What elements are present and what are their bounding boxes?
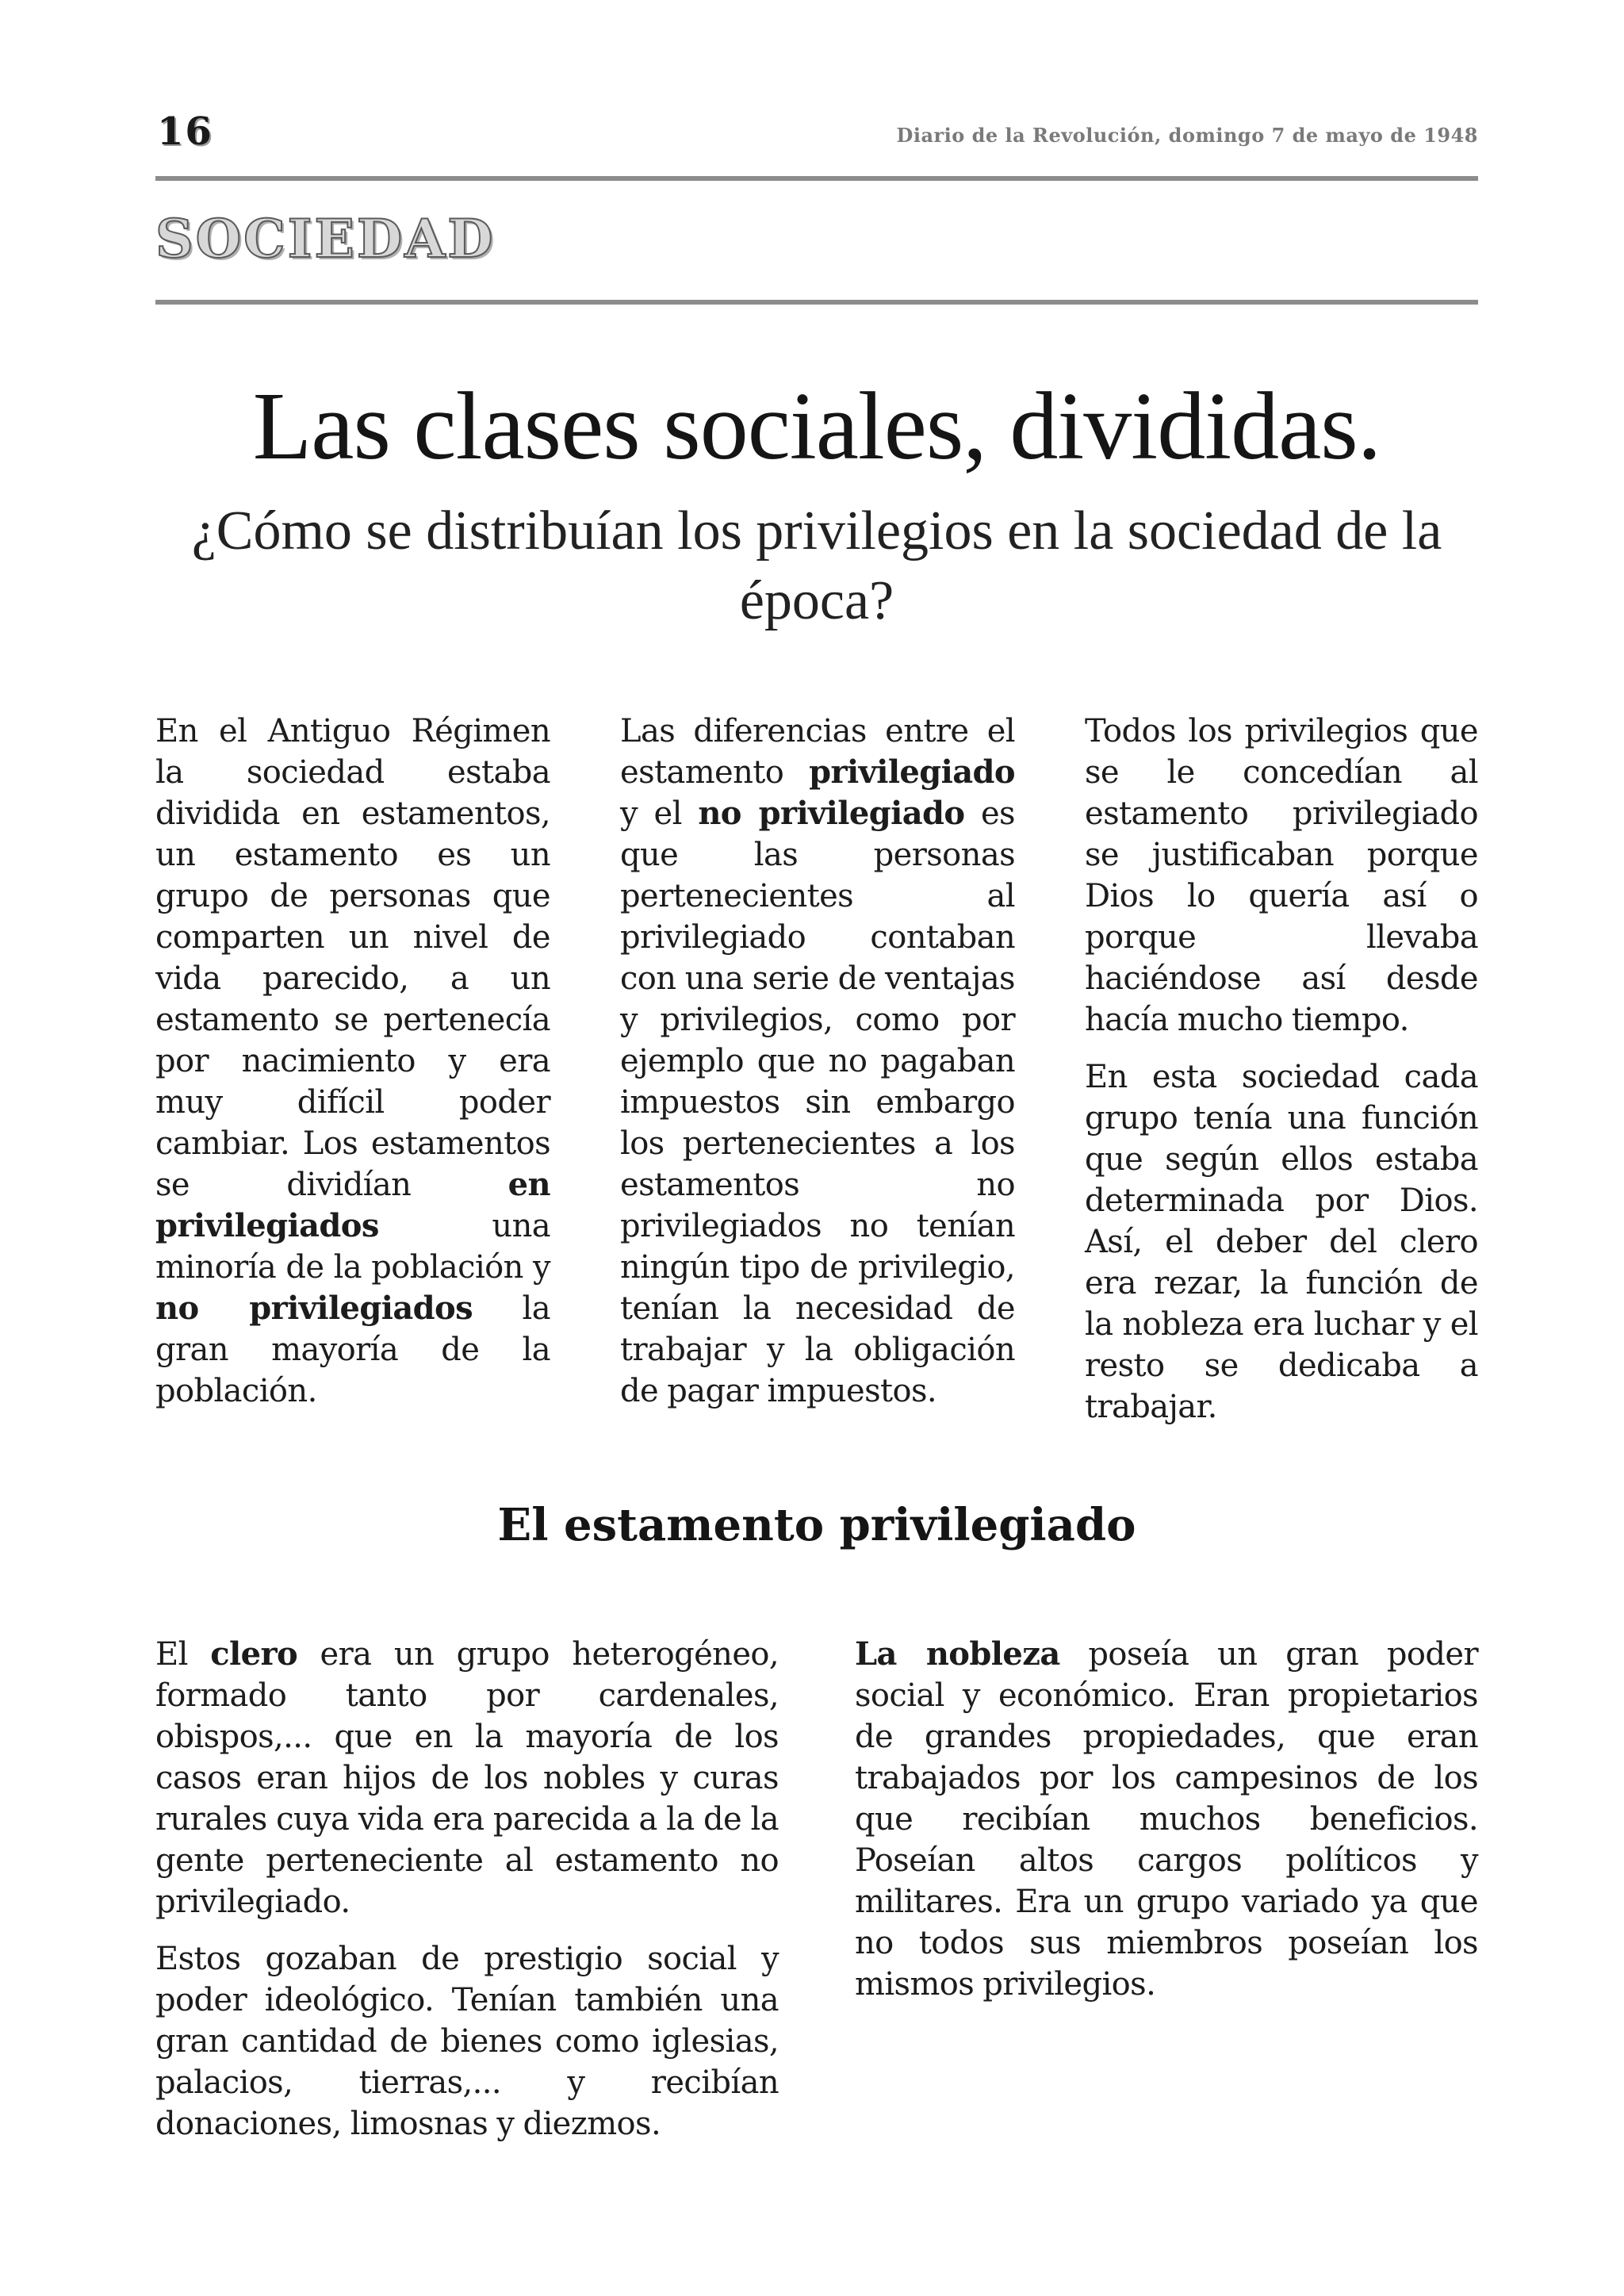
article-headline: Las clases sociales, divididas.: [252, 373, 1381, 480]
bold-term: privilegiado: [809, 753, 1015, 791]
column-2-paragraph: Las diferencias entre el estamento privilegiado y el no privilegiado es que las personas pertenecientes al privilegiado contaban con una serie de ventajas y privilegios, como por ejemplo que no pagaban impuestos sin embargo los pertenecientes a los estamentos no privilegiados no tenían ningún tipo de privilegio, tenían la necesidad de trabajar y la obligación de pagar impuestos.: [620, 713, 1015, 1409]
page-number: 16: [157, 109, 213, 154]
bold-term: no privilegiado: [698, 795, 965, 832]
column-3-paragraph-1: Todos los privilegios que se le concedían al estamento privilegiado se justificaban porque Dios lo quería así o porque llevaba haciéndose así desde hacía mucho tiempo.: [1085, 713, 1478, 1038]
bold-term: no privilegiados: [155, 1290, 473, 1327]
clero-paragraph-1: El clero era un grupo heterogéneo, formado tanto por cardenales, obispos,... que en la mayoría de los casos eran hijos de los nobles y curas rurales cuya vida era parecida a la de la gente perteneciente al estamento no privilegiado.: [155, 1635, 779, 1920]
bold-term: La nobleza: [855, 1635, 1060, 1673]
clero-paragraph-2: Estos gozaban de prestigio social y poder ideológico. Tenían también una gran cantidad de bienes como iglesias, palacios, tierras,... y recibían donaciones, limosnas y diezmos.: [155, 1941, 779, 2142]
header-rule-bottom: [155, 300, 1478, 305]
subsection-heading: El estamento privilegiado: [497, 1499, 1136, 1551]
nobleza-paragraph: La nobleza poseía un gran poder social y económico. Eran propietarios de grandes propiedades, que eran trabajados por los campesinos de los que recibían muchos beneficios. Poseían altos cargos políticos y militares. Era un grupo variado ya que no todos sus miembros poseían los mismos privilegios.: [855, 1635, 1478, 2003]
newspaper-masthead: Diario de la Revolución, domingo 7 de mayo de 1948: [896, 124, 1478, 147]
bold-term: en privilegiados: [155, 1166, 550, 1244]
bold-term: clero: [210, 1635, 298, 1673]
article-column-1: [155, 711, 550, 1428]
article-column-2: [620, 711, 1015, 1428]
section-title: SOCIEDAD: [155, 208, 496, 270]
column-3-paragraph-2: En esta sociedad cada grupo tenía una función que según ellos estaba determinada por Dios. Así, el deber del clero era rezar, la función de la nobleza era luchar y el resto se dedicaba a trabajar.: [1085, 1059, 1478, 1425]
article-subheadline: ¿Cómo se distribuían los privilegios en la sociedad de la época?: [191, 500, 1442, 631]
nobleza-column: [855, 1634, 1478, 2021]
article-column-3: [1085, 711, 1478, 1443]
clero-column: [155, 1634, 779, 2160]
header-rule-top: [155, 176, 1478, 181]
column-1-paragraph: En el Antiguo Régimen la sociedad estaba dividida en estamentos, un estamento es un grupo de personas que comparten un nivel de vida parecido, a un estamento se pertenecía por nacimiento y era muy difícil poder cambiar. Los estamentos se dividían en privilegiados una minoría de la población y no privilegiados la gran mayoría de la población.: [155, 713, 550, 1409]
